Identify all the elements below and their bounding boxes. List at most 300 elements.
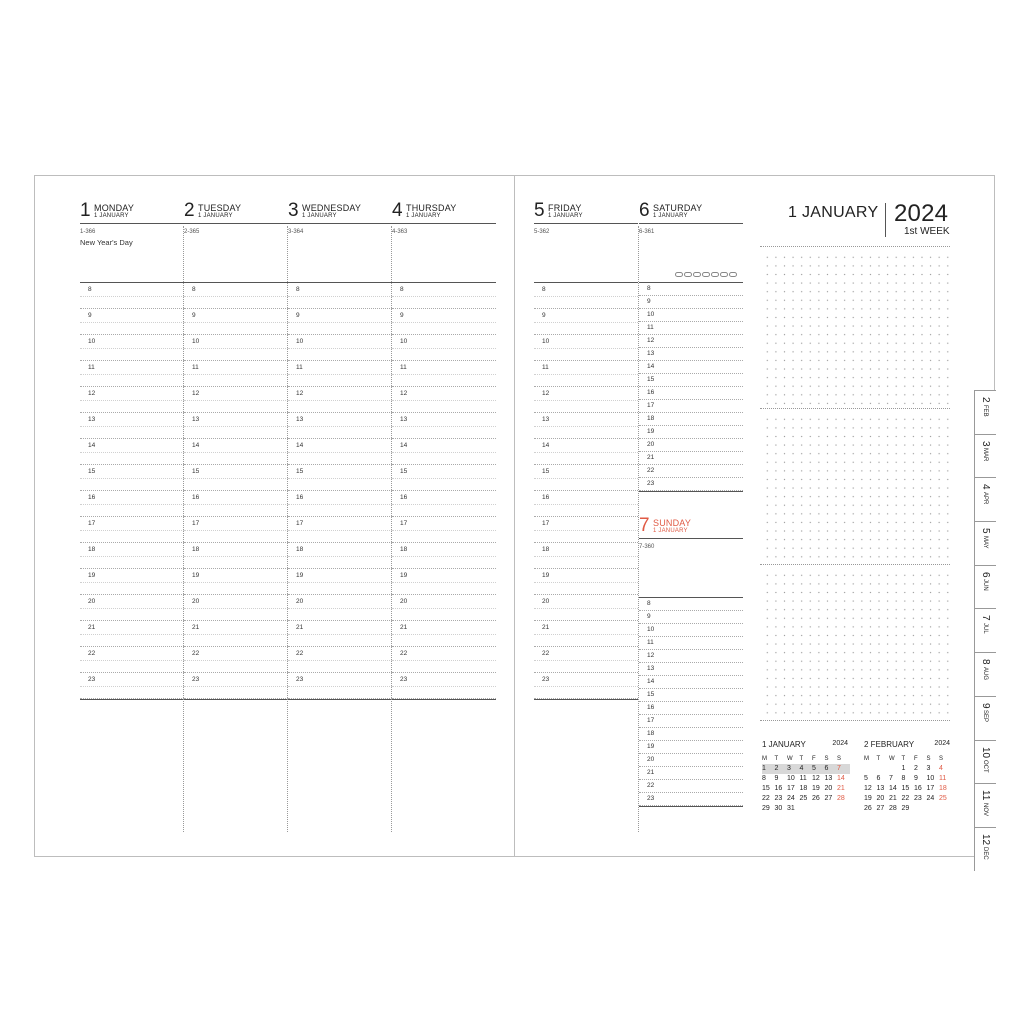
hour-row[interactable] [288,309,392,335]
day-column-thursday[interactable] [392,200,496,683]
hour-row[interactable] [184,673,288,699]
hour-row[interactable] [184,361,288,387]
tab-month: FEB [982,404,988,417]
hour-label: 15 [296,468,304,475]
hour-label: 16 [296,494,304,501]
weekday-label: T [799,756,804,762]
day-column-friday[interactable] [534,200,638,683]
hour-row[interactable] [639,322,743,335]
hour-row[interactable] [639,283,743,296]
day-column-wednesday[interactable] [288,200,392,683]
hour-row[interactable] [639,676,743,689]
day-column-saturday[interactable] [639,200,743,487]
day-number: 2 [184,200,195,221]
hour-label: 21 [647,769,655,776]
hour-row[interactable] [639,637,743,650]
mini-calendar-date[interactable]: 13 [876,785,885,792]
hour-row[interactable] [392,335,496,361]
mini-calendar-date[interactable]: 22 [762,795,770,802]
mini-calendar-date[interactable]: 7 [837,764,850,774]
mini-calendar-date[interactable]: 24 [926,795,935,802]
hour-label: 13 [542,416,550,423]
mini-calendar-date[interactable]: 18 [799,785,808,792]
hour-row[interactable] [639,426,743,439]
mini-calendar-title [864,740,952,752]
hour-row[interactable] [288,387,392,413]
mini-calendar-date[interactable]: 14 [837,775,845,782]
month-tab-apr[interactable] [974,477,996,521]
notes-top-rule [760,246,950,247]
hour-label: 11 [400,364,407,371]
hour-row[interactable] [288,491,392,517]
hour-row[interactable] [392,647,496,673]
marker-circle-icon[interactable] [729,272,737,277]
hours-end-rule [80,699,184,700]
mini-calendar-date[interactable]: 9 [914,775,918,782]
mini-calendar-date[interactable]: 5 [812,764,825,774]
hour-row[interactable] [534,595,638,621]
hour-row[interactable] [80,309,184,335]
hour-label: 18 [296,546,304,553]
hour-row[interactable] [534,361,638,387]
mini-calendar-date [927,804,940,814]
mini-calendar-date[interactable]: 12 [812,775,820,782]
weekday-label: F [812,756,816,762]
mini-calendar-date[interactable]: 4 [939,765,943,772]
hour-row[interactable] [184,595,288,621]
hour-row[interactable] [184,309,288,335]
hour-row[interactable] [639,387,743,400]
mini-calendar-date[interactable]: 23 [774,795,783,802]
hour-label: 15 [647,691,655,698]
hour-row[interactable] [534,465,638,491]
hour-label: 23 [647,480,655,487]
hour-label: 14 [400,442,408,449]
hour-label: 14 [296,442,304,449]
hour-row[interactable] [639,348,743,361]
hour-row[interactable] [639,767,743,780]
tab-number: 3 [980,440,991,447]
mini-calendar-date[interactable]: 27 [876,805,885,812]
month-tab-nov[interactable] [974,783,996,827]
hour-row[interactable] [639,439,743,452]
hour-row[interactable] [639,702,743,715]
hour-label: 10 [192,338,200,345]
hour-label: 21 [400,624,408,631]
month-tab-jun[interactable] [974,565,996,609]
mini-calendar-date[interactable]: 1 [762,764,775,774]
hour-row[interactable] [80,647,184,673]
mini-calendar-date[interactable]: 14 [889,785,897,792]
tab-number: 11 [980,790,991,801]
hour-label: 14 [88,442,96,449]
hour-row[interactable] [392,543,496,569]
mini-calendar-date[interactable]: 11 [799,775,807,782]
hour-row[interactable] [639,689,743,702]
hour-row[interactable] [534,621,638,647]
hour-row[interactable] [392,361,496,387]
mini-calendar-date[interactable]: 20 [876,795,885,802]
hour-row[interactable] [392,491,496,517]
hour-row[interactable] [80,543,184,569]
hour-row[interactable] [392,387,496,413]
hour-row[interactable] [184,517,288,543]
mini-calendar-date [837,804,850,814]
hour-row[interactable] [639,780,743,793]
day-of-year-count: 3-364 [288,229,304,235]
tab-label [980,484,991,504]
hour-row[interactable] [534,569,638,595]
hour-row[interactable] [392,283,496,309]
mini-calendar-date[interactable]: 26 [812,795,820,802]
hour-label: 11 [88,364,95,371]
tab-label [980,747,991,773]
hour-row[interactable] [534,647,638,673]
hour-label: 16 [542,494,550,501]
day-number: 5 [534,200,545,221]
day-column-sunday[interactable] [639,515,743,802]
month-tab-mar[interactable] [974,434,996,478]
hour-label: 15 [88,468,96,475]
holiday-label: New Year's Day [80,238,133,247]
month-tab-dec[interactable] [974,827,996,871]
mini-calendar-date[interactable]: 3 [787,764,800,774]
mini-calendar-date[interactable]: 4 [800,764,813,774]
mini-calendar-date[interactable]: 7 [889,775,893,782]
hour-label: 16 [192,494,200,501]
hour-row[interactable] [639,624,743,637]
header-year: 2024 [894,200,949,227]
day-of-year-count: 7-360 [639,544,655,550]
tab-label [980,528,991,548]
hour-row[interactable] [80,569,184,595]
hour-row[interactable] [392,621,496,647]
hour-row[interactable] [80,283,184,309]
mini-calendar-date[interactable]: 2 [775,764,788,774]
hour-label: 21 [88,624,96,631]
tab-label [980,615,991,633]
mini-calendar-date[interactable]: 10 [787,775,795,782]
mini-calendar-date[interactable]: 22 [901,795,910,802]
hour-row[interactable] [534,439,638,465]
hour-row[interactable] [80,439,184,465]
hour-row[interactable] [288,543,392,569]
hour-row[interactable] [80,335,184,361]
hour-row[interactable] [534,413,638,439]
mini-calendar-date[interactable]: 16 [774,785,783,792]
hour-label: 12 [647,337,655,344]
hour-row[interactable] [392,673,496,699]
hour-row[interactable] [184,491,288,517]
mini-calendar-date[interactable]: 9 [774,775,779,782]
day-name: WEDNESDAY [302,203,362,213]
hour-row[interactable] [639,754,743,767]
hour-label: 22 [647,782,655,789]
hour-row[interactable] [534,673,638,699]
hour-label: 19 [542,572,550,579]
hour-row[interactable] [288,673,392,699]
hour-label: 19 [192,572,200,579]
hour-label: 11 [647,639,654,646]
mini-calendar-date[interactable]: 29 [762,805,770,812]
mini-calendar-date[interactable]: 6 [825,764,838,774]
hour-label: 20 [400,598,408,605]
day-of-year-count: 2-365 [184,229,200,235]
hour-row[interactable] [80,517,184,543]
hour-row[interactable] [639,465,743,478]
hour-label: 15 [400,468,408,475]
hour-label: 13 [647,665,655,672]
tab-label [980,703,991,723]
hour-row[interactable] [392,439,496,465]
day-column-tuesday[interactable] [184,200,288,683]
hour-label: 10 [542,338,550,345]
hour-row[interactable] [80,621,184,647]
hour-row[interactable] [184,543,288,569]
hour-row[interactable] [80,595,184,621]
hour-label: 20 [88,598,96,605]
mini-calendar-date[interactable]: 19 [864,795,872,802]
mini-calendar-date[interactable]: 20 [824,785,833,792]
mini-calendar-date[interactable]: 23 [914,795,922,802]
hour-row[interactable] [80,361,184,387]
hour-label: 11 [192,364,199,371]
mini-calendar-date[interactable]: 3 [926,765,931,772]
mini-calendar-date[interactable]: 27 [824,795,833,802]
hour-row[interactable] [80,465,184,491]
mini-calendar-date[interactable]: 28 [889,805,897,812]
hour-row[interactable] [639,478,743,491]
mini-calendar-date[interactable]: 13 [824,775,833,782]
mini-calendar-date[interactable]: 16 [914,785,922,792]
mini-calendar-date[interactable]: 19 [812,785,820,792]
hour-label: 14 [192,442,200,449]
hour-row[interactable] [534,335,638,361]
hour-row[interactable] [639,728,743,741]
hour-label: 21 [542,624,550,631]
mini-calendar-grid [864,754,952,814]
mini-calendar-date[interactable]: 21 [889,795,897,802]
hour-row[interactable] [639,374,743,387]
tab-month: NOV [982,802,988,816]
mini-calendar-date[interactable]: 1 [901,765,906,772]
mini-calendar-date[interactable]: 21 [837,785,845,792]
hour-label: 8 [542,286,546,293]
hour-label: 8 [192,286,196,293]
hour-row[interactable] [639,741,743,754]
mini-calendar-date[interactable]: 15 [762,785,770,792]
tab-number: 4 [980,484,991,490]
hour-label: 21 [296,624,304,631]
hour-row[interactable] [184,283,288,309]
hour-label: 19 [647,428,655,435]
hour-row[interactable] [184,439,288,465]
hour-label: 21 [647,454,655,461]
hour-row[interactable] [534,491,638,517]
hour-row[interactable] [639,296,743,309]
hour-row[interactable] [288,361,392,387]
month-tab-jul[interactable] [974,608,996,652]
tab-month: SEP [982,710,988,723]
hour-row[interactable] [534,309,638,335]
mini-calendar-date[interactable]: 17 [787,785,795,792]
hour-row[interactable] [288,517,392,543]
mini-calendar-date[interactable]: 26 [864,805,872,812]
month-tab-feb[interactable] [974,390,996,434]
tab-month: JUL [982,623,988,634]
mini-calendar-date[interactable]: 5 [864,775,868,782]
hour-row[interactable] [639,400,743,413]
hour-row[interactable] [288,569,392,595]
hour-row[interactable] [534,387,638,413]
hour-row[interactable] [184,335,288,361]
header-week: 1st WEEK [904,226,950,237]
mini-calendar-date[interactable]: 6 [876,775,881,782]
mini-calendar-date[interactable]: 25 [939,795,947,802]
hours-end-rule [639,806,743,807]
week-header [760,200,950,240]
marker-circle-icon[interactable] [720,272,728,277]
hour-row[interactable] [184,387,288,413]
tab-label [980,659,991,680]
month-tab-aug[interactable] [974,652,996,696]
hour-row[interactable] [80,673,184,699]
day-hour-list [534,282,638,700]
hour-row[interactable] [184,569,288,595]
mini-calendar-date[interactable]: 25 [799,795,808,802]
tab-number: 9 [980,702,991,709]
hour-label: 19 [88,572,96,579]
tab-month: JUN [982,579,988,591]
hour-row[interactable] [392,569,496,595]
hour-label: 15 [542,468,550,475]
day-name: THURSDAY [406,203,457,213]
mini-calendar-date[interactable]: 15 [901,785,910,792]
mini-calendar-date[interactable]: 17 [926,785,935,792]
hour-row[interactable] [288,595,392,621]
hour-row[interactable] [392,465,496,491]
hour-row[interactable] [184,413,288,439]
mini-calendar-date [877,764,890,774]
day-month: 1 JANUARY [94,213,129,219]
mini-calendar-date[interactable]: 18 [939,785,947,792]
hour-row[interactable] [534,543,638,569]
hour-row[interactable] [639,452,743,465]
mini-calendar-date[interactable]: 31 [787,805,795,812]
hour-row[interactable] [392,595,496,621]
hour-row[interactable] [534,517,638,543]
hour-label: 14 [647,678,655,685]
hour-row[interactable] [639,663,743,676]
tab-month: OCT [982,759,988,773]
mini-calendar-date[interactable]: 28 [837,795,845,802]
hour-row[interactable] [639,650,743,663]
hour-row[interactable] [392,413,496,439]
hour-row[interactable] [184,465,288,491]
hour-row[interactable] [288,283,392,309]
mini-calendar [762,740,850,814]
marker-circle-icon[interactable] [711,272,719,277]
day-month: 1 JANUARY [548,213,583,219]
hour-row[interactable] [392,309,496,335]
hour-row[interactable] [639,309,743,322]
tab-label [980,834,991,860]
hour-label: 10 [647,311,655,318]
marker-circle-icon[interactable] [693,272,701,277]
hour-row[interactable] [392,517,496,543]
hour-label: 10 [400,338,408,345]
hour-row[interactable] [639,715,743,728]
mini-calendar-date[interactable]: 8 [762,775,766,782]
mini-calendar-date[interactable]: 29 [901,805,910,812]
hour-row[interactable] [288,465,392,491]
hour-label: 23 [400,676,408,683]
mini-calendar-date[interactable]: 10 [926,775,935,782]
hour-row[interactable] [288,647,392,673]
month-tab-oct[interactable] [974,740,996,784]
hour-row[interactable] [288,413,392,439]
weekday-label: W [889,756,895,762]
hour-row[interactable] [80,491,184,517]
mini-calendar-date[interactable]: 11 [939,775,947,782]
marker-circle-icon[interactable] [675,272,683,277]
marker-circle-icon[interactable] [702,272,710,277]
hour-label: 18 [647,415,655,422]
month-tab-sep[interactable] [974,696,996,740]
day-column-monday[interactable] [80,200,184,683]
hour-row[interactable] [639,598,743,611]
mini-calendar-date[interactable]: 24 [787,795,795,802]
hour-row[interactable] [288,439,392,465]
hour-label: 21 [192,624,200,631]
hour-label: 11 [542,364,549,371]
hour-label: 23 [192,676,200,683]
hours-end-rule [392,699,496,700]
hour-label: 8 [88,286,92,293]
marker-circle-icon[interactable] [684,272,692,277]
mini-month: 1 JANUARY [762,740,806,749]
hour-row[interactable] [639,611,743,624]
hour-label: 9 [542,312,546,319]
column-divider [183,226,184,832]
hour-row[interactable] [639,793,743,806]
day-number: 3 [288,200,299,221]
hour-row[interactable] [288,621,392,647]
hour-label: 22 [542,650,550,657]
tab-label [980,790,991,815]
hours-end-rule [534,699,638,700]
month-tab-may[interactable] [974,521,996,565]
day-header [392,200,496,224]
hour-row[interactable] [184,621,288,647]
mini-calendar-date[interactable]: 30 [774,805,783,812]
hour-label: 19 [400,572,408,579]
hour-label: 22 [192,650,200,657]
hour-row[interactable] [184,647,288,673]
mini-calendar-date[interactable]: 8 [901,775,906,782]
hour-row[interactable] [80,413,184,439]
hour-row[interactable] [639,413,743,426]
hour-row[interactable] [639,361,743,374]
hour-row[interactable] [534,283,638,309]
hour-row[interactable] [288,335,392,361]
hour-label: 17 [88,520,96,527]
hour-row[interactable] [639,335,743,348]
mini-calendar-date[interactable]: 12 [864,785,872,792]
mini-calendar-date [864,764,877,774]
mini-calendar-date[interactable]: 2 [914,765,918,772]
hour-row[interactable] [80,387,184,413]
